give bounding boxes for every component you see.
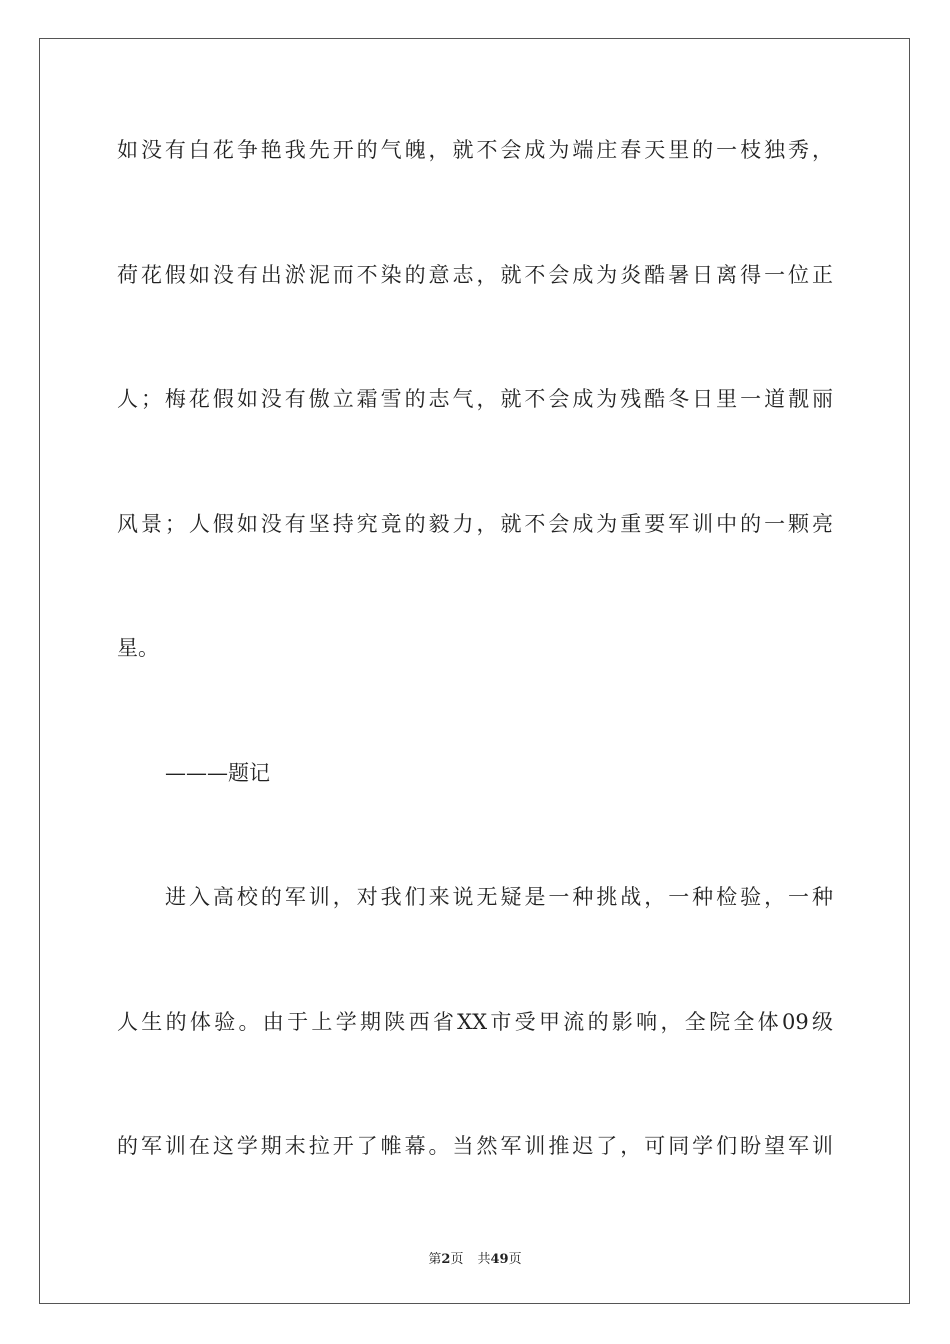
body-line-2: 荷花假如没有出淤泥而不染的意志，就不会成为炎酷暑日离得一位正 xyxy=(117,263,833,287)
body-line-4: 风景；人假如没有坚持究竟的毅力，就不会成为重要军训中的一颗亮 xyxy=(117,512,833,536)
paragraph-line-3: 的军训在这学期末拉开了帷幕。当然军训推迟了，可同学们盼望军训 xyxy=(117,1134,833,1158)
body-line-1: 如没有白花争艳我先开的气魄，就不会成为端庄春天里的一枝独秀， xyxy=(117,138,833,162)
body-line-3: 人；梅花假如没有傲立霜雪的志气，就不会成为残酷冬日里一道靓丽 xyxy=(117,387,833,411)
total-suffix: 页 xyxy=(508,1252,522,1267)
page-prefix: 第 xyxy=(428,1252,442,1267)
body-line-5: 星。 xyxy=(117,636,159,660)
page-suffix: 页 xyxy=(450,1252,464,1267)
total-pages: 49 xyxy=(490,1252,509,1267)
total-prefix: 共 xyxy=(477,1252,491,1267)
paragraph-line-1: 进入高校的军训，对我们来说无疑是一种挑战，一种检验，一种 xyxy=(165,885,833,909)
page-footer xyxy=(0,1248,950,1267)
page-frame xyxy=(39,38,910,1304)
paragraph-line-2: 人生的体验。由于上学期陕西省XX市受甲流的影响，全院全体09级 xyxy=(117,1010,833,1034)
page-number: 2 xyxy=(441,1252,451,1267)
epigraph-attribution: ———题记 xyxy=(165,761,270,785)
